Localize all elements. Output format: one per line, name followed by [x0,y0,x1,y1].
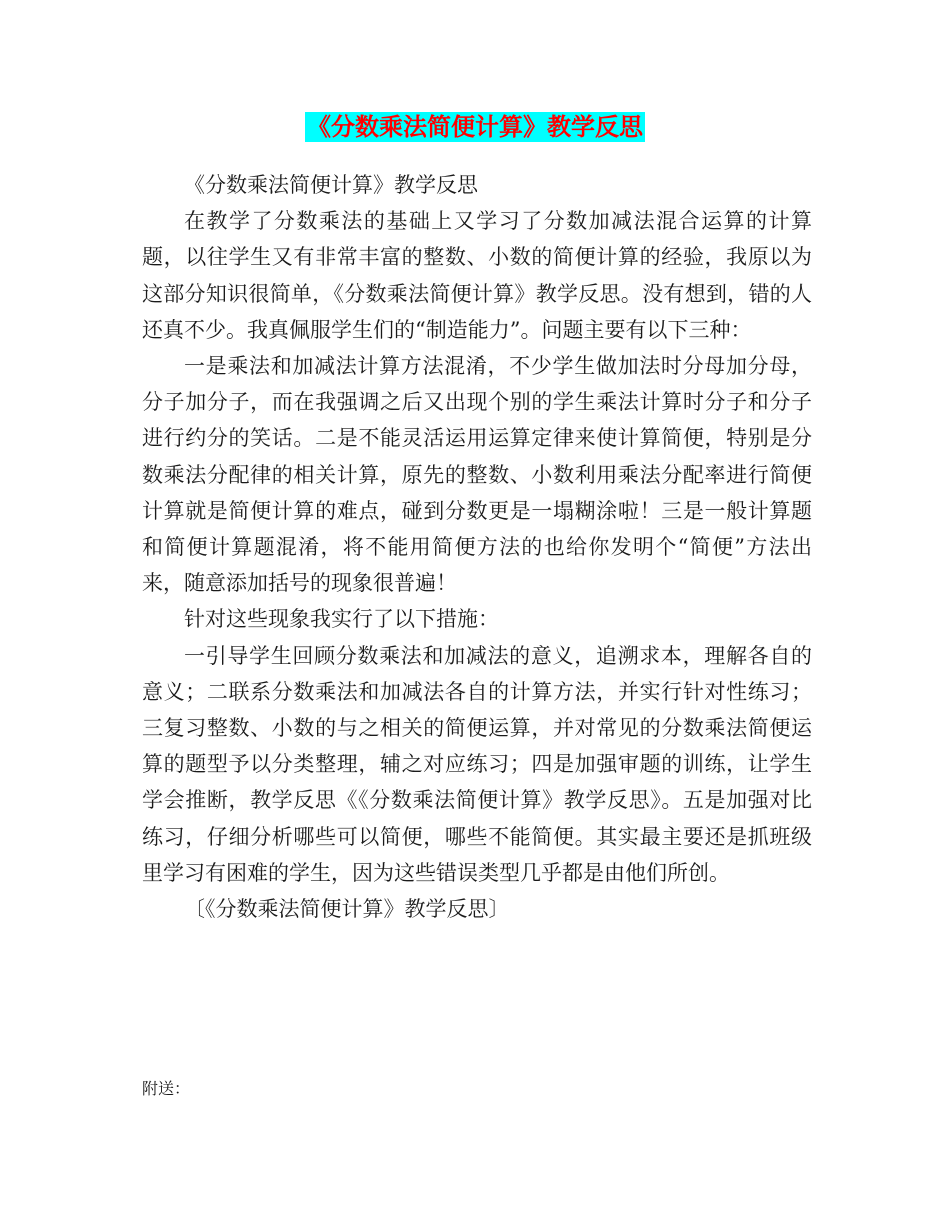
appendix-label: 附送： [142,1079,191,1098]
document-body [142,167,812,927]
title-wrapper [0,112,950,142]
paragraph-closing: 〔《分数乘法简便计算》教学反思〕 [184,897,510,922]
paragraph-subtitle: 《分数乘法简便计算》教学反思 [184,173,478,197]
paragraph-intro: 在教学了分数乘法的基础上又学习了分数加减法混合运算的计算题，以往学生又有非常丰富的整数、小数的简便计算的经验，我原以为这部分知识很简单，《分数乘法简便计算》教学反思。没有想到，错的人还真不少。我真佩服学生们的“制造能力”。问题主要有以下三种： [142,209,812,342]
document-title: 《分数乘法简便计算》教学反思 [307,113,643,141]
paragraph-measures: 一引导学生回顾分数乘法和加减法的意义，追溯求本，理解各自的意义；二联系分数乘法和加减法各自的计算方法，并实行针对性练习；三复习整数、小数的与之相关的简便运算，并对常见的分数乘法简便运算的题型予以分类整理，辅之对应练习；四是加强审题的训练，让学生学会推断，教学反思《《分数乘法简便计算》教学反思》。五是加强对比练习，仔细分析哪些可以简便，哪些不能简便。其实最主要还是抓班级里学习有困难的学生，因为这些错误类型几乎都是由他们所创。 [142,643,812,885]
paragraph-measures-intro: 针对这些现象我实行了以下措施： [184,607,499,632]
paragraph-problems: 一是乘法和加减法计算方法混淆，不少学生做加法时分母加分母，分子加分子，而在我强调之后又出现个别的学生乘法计算时分子和分子进行约分的笑话。二是不能灵活运用运算定律来使计算简便，特别是分数乘法分配律的相关计算，原先的整数、小数利用乘法分配率进行简便计算就是简便计算的难点，碰到分数更是一塌糊涂啦！三是一般计算题和简便计算题混淆，将不能用简便方法的也给你发明个“简便”方法出来，随意添加括号的现象很普遍！ [142,354,812,596]
